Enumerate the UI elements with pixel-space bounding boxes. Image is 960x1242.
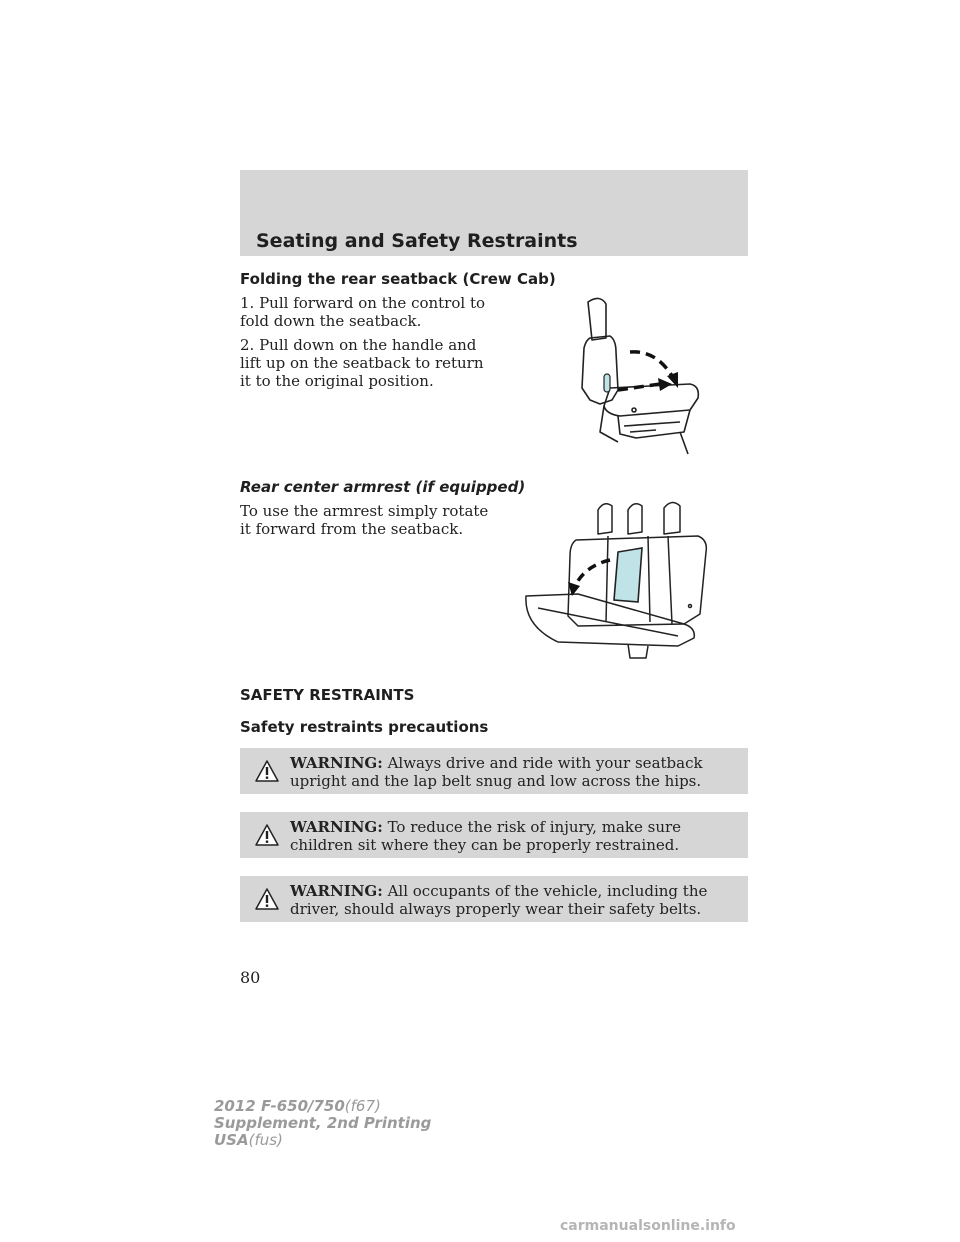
precautions-subheading: Safety restraints precautions [240, 718, 489, 736]
footer-model-code: (f67) [344, 1097, 381, 1115]
warning-triangle-icon [254, 823, 280, 847]
print-footer [214, 1098, 431, 1149]
warning-message: All occupants of the vehicle, including the driver, should always properly wear their safety belts. [290, 882, 708, 918]
warning-label: WARNING: [290, 818, 383, 836]
fold-seatback-heading: Folding the rear seatback (Crew Cab) [240, 270, 556, 288]
warning-text [290, 754, 730, 790]
fold-seatback-illustration [560, 292, 710, 464]
footer-edition: Supplement, 2nd Printing [214, 1114, 432, 1132]
warning-box [240, 876, 748, 922]
warning-message: Always drive and ride with your seatback upright and the lap belt snug and low across the hips. [290, 754, 703, 790]
footer-model: 2012 F-650/750 [214, 1097, 345, 1115]
armrest-heading: Rear center armrest (if equipped) [240, 478, 526, 496]
rear-armrest-illustration [518, 496, 714, 660]
warning-text [290, 818, 730, 854]
footer-market-code: (fus) [248, 1131, 283, 1149]
footer-market: USA [214, 1131, 249, 1149]
warning-label: WARNING: [290, 882, 383, 900]
watermark: carmanualsonline.info [560, 1218, 736, 1234]
warning-triangle-icon [254, 887, 280, 911]
armrest-text: To use the armrest simply rotate it forward from the seatback. [240, 502, 489, 538]
section-header-bar [240, 170, 748, 256]
fold-step-1: 1. Pull forward on the control to fold down the seatback. [240, 294, 486, 330]
warning-box [240, 748, 748, 794]
warning-triangle-icon [254, 759, 280, 783]
section-title: Seating and Safety Restraints [256, 230, 578, 252]
safety-restraints-heading: SAFETY RESTRAINTS [240, 686, 415, 704]
fold-step-2: 2. Pull down on the handle and lift up on the seatback to return it to the original position. [240, 336, 484, 390]
warning-label: WARNING: [290, 754, 383, 772]
warning-text [290, 882, 730, 918]
warning-message: To reduce the risk of injury, make sure children sit where they can be properly restrained. [290, 818, 682, 854]
page-number: 80 [240, 968, 261, 987]
warning-box [240, 812, 748, 858]
